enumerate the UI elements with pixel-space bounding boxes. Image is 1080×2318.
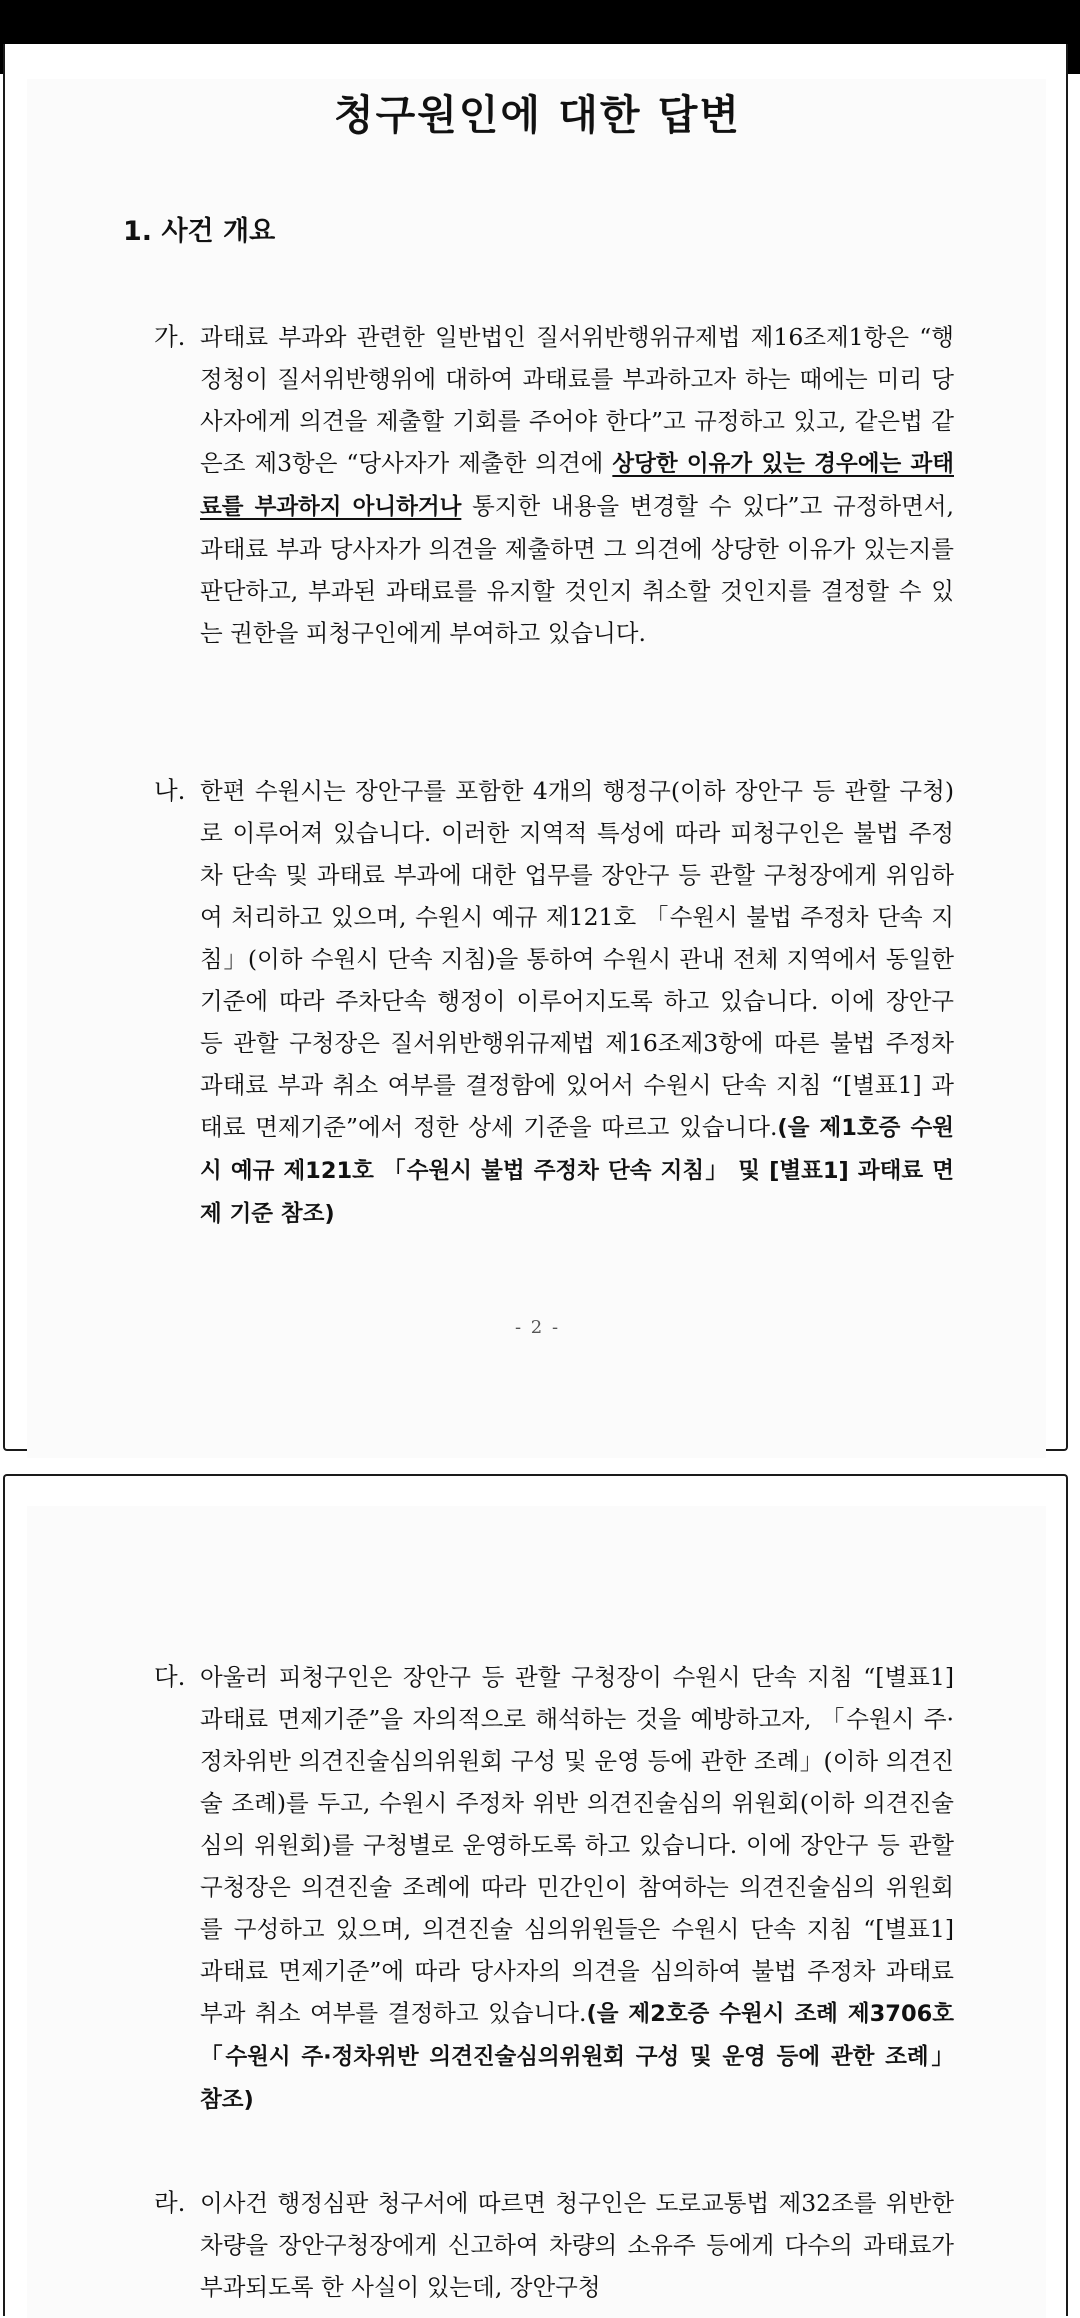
- paragraph-text: 이사건 행정심판 청구서에 따르면 청구인은 도로교통법 제32조를 위반한 차량을 장안구청장에게 신고하여 차량의 소유주 등에게 다수의 과태료가 부과되도록 한 사실이 있는데, 장안구청: [200, 2189, 954, 2301]
- document-title: 청구원인에 대한 답변: [333, 91, 741, 139]
- paragraph-ra: [200, 2182, 954, 2308]
- document-page-2: [3, 44, 1068, 1451]
- page-scan-background: [27, 79, 1046, 1458]
- paragraph-text: 한편 수원시는 장안구를 포함한 4개의 행정구(이하 장안구 등 관할 구청)로 이루어져 있습니다. 이러한 지역적 특성에 따라 피청구인은 불법 주정차 단속 및 과태료 부과에 대한 업무를 장안구 등 관할 구청장에게 위임하여 처리하고 있으며, 수원시 예규 제121호 「수원시 불법 주정차 단속 지침」(이하 수원시 단속 지침)을 통하여 수원시 관내 전체 지역에서 동일한 기준에 따라 주차단속 행정이 이루어지도록 하고 있습니다. 이에 장안구 등 관할 구청장은 질서위반행위규제법 제16조제3항에 따른 불법 주정차 과태료 부과 취소 여부를 결정함에 있어서 수원시 단속 지침 “[별표1] 과태료 면제기준”에서 정한 상세 기준을 따르고 있습니다.: [200, 777, 954, 1141]
- document-page-3: [3, 1474, 1068, 2316]
- paragraph-text: 과태료 부과와 관련한 일반법인 질서위반행위규제법 제16조제1항은 “행정청이 질서위반행위에 대하여 과태료를 부과하고자 하는 때에는 미리 당사자에게 의견을 제출할 기회를 주어야 한다”고 규정하고 있고, 같은법 같은조 제3항은 “당사자가 제출한 의견에: [200, 323, 954, 477]
- item-marker: 가.: [154, 322, 186, 351]
- section-heading: 1. 사건 개요: [123, 216, 276, 247]
- item-marker: 라.: [154, 2188, 186, 2217]
- paragraph-ga: [200, 316, 954, 654]
- paragraph-text: 아울러 피청구인은 장안구 등 관할 구청장이 수원시 단속 지침 “[별표1] 과태료 면제기준”을 자의적으로 해석하는 것을 예방하고자, 「수원시 주·정차위반 의견진술심의위원회 구성 및 운영 등에 관한 조례」(이하 의견진술 조례)를 두고, 수원시 주정차 위반 의견진술심의 위원회(이하 의견진술심의 위원회)를 구청별로 운영하도록 하고 있습니다. 이에 장안구 등 관할 구청장은 의견진술 조례에 따라 민간인이 참여하는 의견진술심의 위원회를 구성하고 있으며, 의견진술 심의위원들은 수원시 단속 지침 “[별표1] 과태료 면제기준”에 따라 당사자의 의견을 심의하여 불법 주정차 과태료 부과 취소 여부를 결정하고 있습니다.: [200, 1663, 954, 2027]
- item-marker: 다.: [154, 1662, 186, 1691]
- evidence-reference: (을 제1호증 수원시 예규 제121호 「수원시 불법 주정차 단속 지침」 및 [별표1] 과태료 면제 기준 참조): [200, 1115, 954, 1227]
- evidence-reference: (을 제2호증 수원시 조례 제3706호 「수원시 주·정차위반 의견진술심의위원회 구성 및 운영 등에 관한 조례」 참조): [200, 2001, 954, 2113]
- page-number: - 2 -: [514, 1317, 561, 1338]
- paragraph-na: [200, 770, 954, 1235]
- paragraph-text: 통지한 내용을 변경할 수 있다”고 규정하면서, 과태료 부과 당사자가 의견을 제출하면 그 의견에 상당한 이유가 있는지를 판단하고, 부과된 과태료를 유지할 것인지 취소할 것인지를 결정할 수 있는 권한을 피청구인에게 부여하고 있습니다.: [200, 492, 954, 647]
- item-marker: 나.: [154, 776, 186, 805]
- underlined-emphasis: 상당한 이유가 있는 경우에는 과태료를 부과하지 아니하거나: [200, 451, 954, 520]
- paragraph-da: [200, 1656, 954, 2121]
